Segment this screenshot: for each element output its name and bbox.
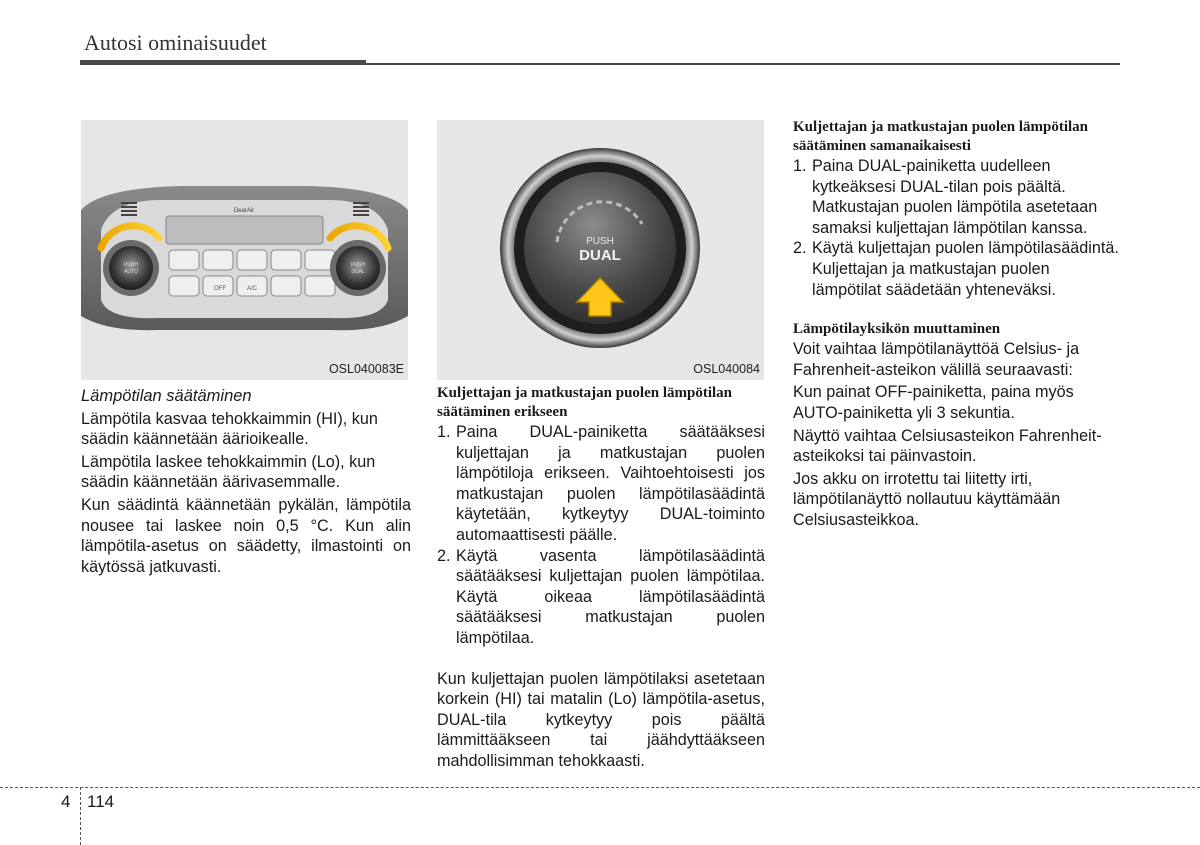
- dual-push-label: PUSH: [586, 236, 614, 247]
- section-heading: Lämpötilayksikön muuttaminen: [793, 321, 1001, 338]
- paragraph: Lämpötila laskee tehokkaimmin (Lo), kun säädin käännetään äärivasemmalle.: [81, 452, 376, 492]
- figure-code: OSL040083E: [328, 362, 404, 376]
- list-item: [793, 238, 1123, 300]
- climate-panel-illustration: [81, 120, 408, 380]
- middle-column: [437, 384, 765, 772]
- section-subheading: Lämpötilan säätäminen: [81, 387, 252, 405]
- svg-text:PUSH: PUSH: [351, 262, 365, 268]
- step-text: Paina DUAL-painiketta säätääksesi kuljettajan ja matkustajan puolen lämpötiloja erikseen. Vaihtoehtoisesti jos matkustajan puolen lämpötilasäädintä käytetään, kytkeytyy DUAL-toiminto automaattisesti päälle.: [456, 423, 765, 544]
- dual-button-illustration: [437, 120, 764, 380]
- paragraph: Jos akku on irrotettu tai liitetty irti, lämpötilanäyttö nollautuu käyttämään Celsiusasteikkoa.: [793, 469, 1061, 529]
- step-text: Käytä vasenta lämpötilasäädintä säätääksesi kuljettajan puolen lämpötilaa. Käytä oikeaa lämpötilasäädintä säätääksesi matkustajan puolen lämpötilaa.: [456, 546, 765, 647]
- paragraph: Kun säädintä käännetään pykälän, lämpötila nousee tai laskee noin 0,5 °C. Kun alin lämpötila-asetus on säädetty, ilmastointi on käytössä jatkuvasti.: [81, 495, 411, 576]
- footer-divider: [80, 787, 81, 845]
- right-knob: [336, 246, 380, 290]
- svg-text:OFF: OFF: [214, 286, 226, 292]
- left-column: [81, 386, 411, 577]
- climate-panel-figure: [81, 120, 408, 380]
- page-number: 114: [87, 792, 115, 811]
- panel-display: [166, 216, 323, 244]
- header-rule: [80, 60, 366, 65]
- paragraph: Lämpötila kasvaa tehokkaimmin (HI), kun säädin käännetään äärioikealle.: [81, 409, 378, 449]
- step-text: Käytä kuljettajan puolen lämpötilasäädintä. Kuljettajan ja matkustajan puolen lämpötilat säädetään yhteneväksi.: [812, 239, 1119, 299]
- paragraph: Voit vaihtaa lämpötilanäyttöä Celsius- ja Fahrenheit-asteikon välillä seuraavasti:: [793, 340, 1080, 379]
- section-heading: Kuljettajan ja matkustajan puolen lämpötilan säätäminen samanaikaisesti: [793, 119, 1089, 154]
- svg-text:AUTO: AUTO: [124, 269, 138, 275]
- chapter-number: 4: [61, 792, 71, 811]
- step-number: 2.: [437, 546, 451, 565]
- running-header: Autosi ominaisuudet: [84, 30, 267, 55]
- paragraph: Kun painat OFF-painiketta, paina myös AUTO-painiketta yli 3 sekuntia.: [793, 383, 1074, 422]
- step-number: 1.: [793, 157, 807, 175]
- step-number: 1.: [437, 423, 451, 441]
- right-column: [793, 118, 1123, 531]
- svg-text:PUSH: PUSH: [124, 262, 138, 268]
- paragraph: Kun kuljettajan puolen lämpötilaksi asetetaan korkein (HI) tai matalin (Lo) lämpötila-asetus, DUAL-tila kytkeytyy pois päältä lämmittääkseen tai jäähdyttääkseen mahdollisimman tehokkaasti.: [437, 669, 765, 770]
- step-list: [437, 422, 765, 649]
- section-heading: Kuljettajan ja matkustajan puolen lämpötilan säätäminen erikseen: [437, 385, 733, 420]
- figure-code: OSL040084: [693, 362, 760, 376]
- header-rule-thin: [366, 63, 1120, 65]
- svg-text:A/C: A/C: [246, 286, 258, 292]
- svg-text:DUAL: DUAL: [351, 269, 365, 275]
- footer-rule: [0, 787, 1200, 788]
- step-list: [793, 156, 1123, 300]
- list-item: [793, 156, 1123, 238]
- left-knob: [109, 246, 153, 290]
- list-item: [437, 422, 765, 546]
- list-item: [437, 546, 765, 649]
- panel-brand-label: DearAir: [233, 208, 255, 214]
- dual-label: DUAL: [579, 247, 621, 264]
- paragraph: Näyttö vaihtaa Celsiusasteikon Fahrenheit-asteikoksi tai päinvastoin.: [793, 426, 1102, 466]
- dual-button-figure: [437, 120, 764, 380]
- step-text: Paina DUAL-painiketta uudelleen kytkeäksesi DUAL-tilan pois päältä. Matkustajan puolen lämpötila asetetaan samaksi kuljettajan lämpötilan kanssa.: [812, 157, 1098, 237]
- step-number: 2.: [793, 239, 807, 258]
